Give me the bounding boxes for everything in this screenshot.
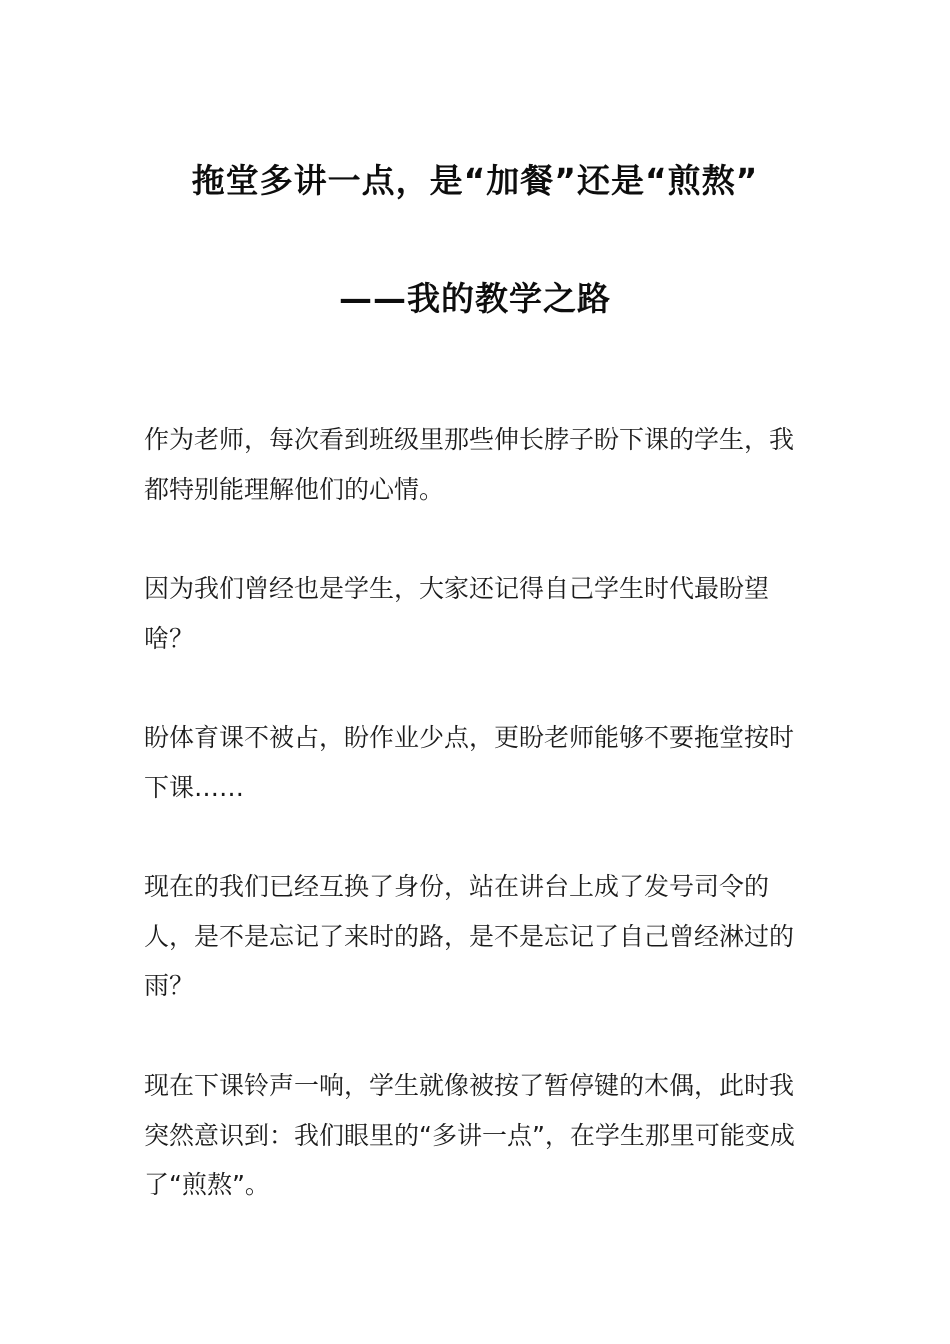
document-subtitle: ——我的教学之路 [339,279,611,318]
document-title: 拖堂多讲一点，是“加餐”还是“煎熬” [191,161,759,200]
paragraph: 现在的我们已经互换了身份，站在讲台上成了发号司令的人，是不是忘记了来时的路，是不是忘记了自己曾经淋过的雨？ [144,872,795,1000]
paragraph: 盼体育课不被占，盼作业少点，更盼老师能够不要拖堂按时下课…… [144,723,795,802]
paragraph: 因为我们曾经也是学生，大家还记得自己学生时代最盼望啥？ [144,574,770,653]
paragraph: 作为老师，每次看到班级里那些伸长脖子盼下课的学生，我都特别能理解他们的心情。 [144,425,795,504]
paragraph: 现在下课铃声一响，学生就像被按了暂停键的木偶，此时我突然意识到：我们眼里的“多讲一点”，在学生那里可能变成了“煎熬”。 [144,1071,795,1199]
